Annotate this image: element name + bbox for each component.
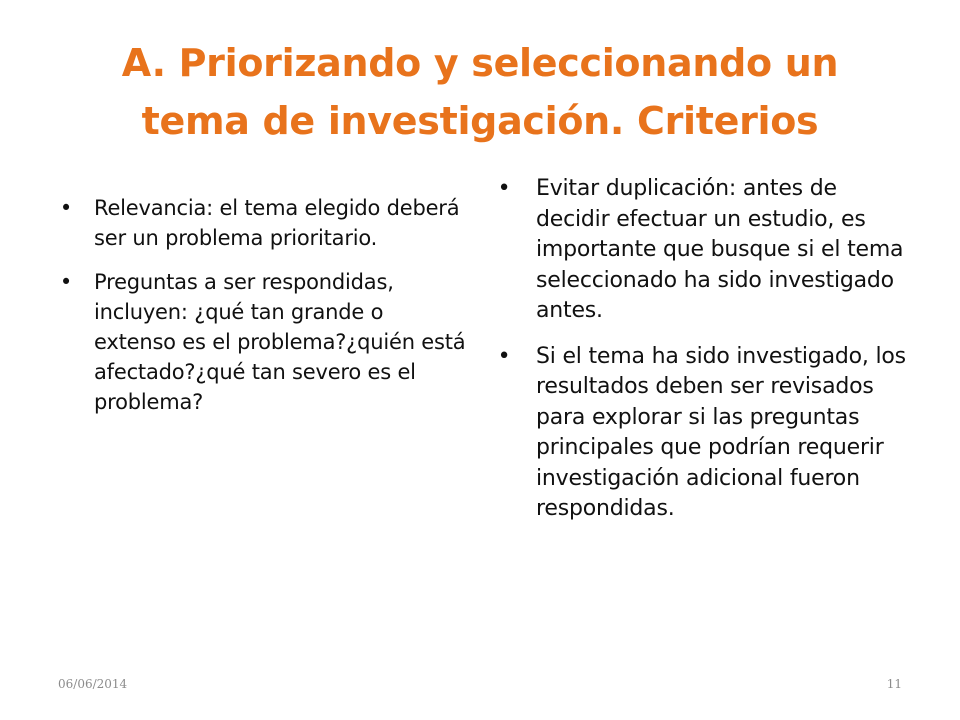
list-item [58, 267, 470, 417]
bullet-text: Si el tema ha sido investigado, los resultados deben ser revisados para explorar si las preguntas principales que podrían requerir investigación adicional fueron respondidas. [536, 343, 906, 521]
bullet-icon: • [497, 176, 511, 201]
slide-title-line-1: A. Priorizando y seleccionando un [121, 41, 839, 85]
bullet-text: Preguntas a ser respondidas, incluyen: ¿qué tan grande o extenso es el problema?¿quién está afectado?¿qué tan severo es el problema? [94, 270, 466, 414]
bullet-text: Evitar duplicación: antes de decidir efectuar un estudio, es importante que busque si el tema seleccionado ha sido investigado antes. [536, 176, 904, 323]
list-item [496, 174, 916, 327]
list-item [58, 193, 470, 253]
left-bullet-list [58, 193, 470, 431]
slide-title-line-2: tema de investigación. Criterios [141, 99, 819, 143]
list-item [496, 342, 916, 525]
bullet-icon: • [59, 196, 73, 220]
bullet-text: Relevancia: el tema elegido deberá ser un problema prioritario. [94, 196, 460, 250]
bullet-icon: • [497, 343, 511, 369]
right-bullet-list [496, 174, 916, 540]
slide-title [48, 34, 912, 150]
bullet-icon: • [59, 270, 73, 294]
footer-date: 06/06/2014 [58, 677, 128, 691]
footer-page-number: 11 [886, 677, 902, 691]
